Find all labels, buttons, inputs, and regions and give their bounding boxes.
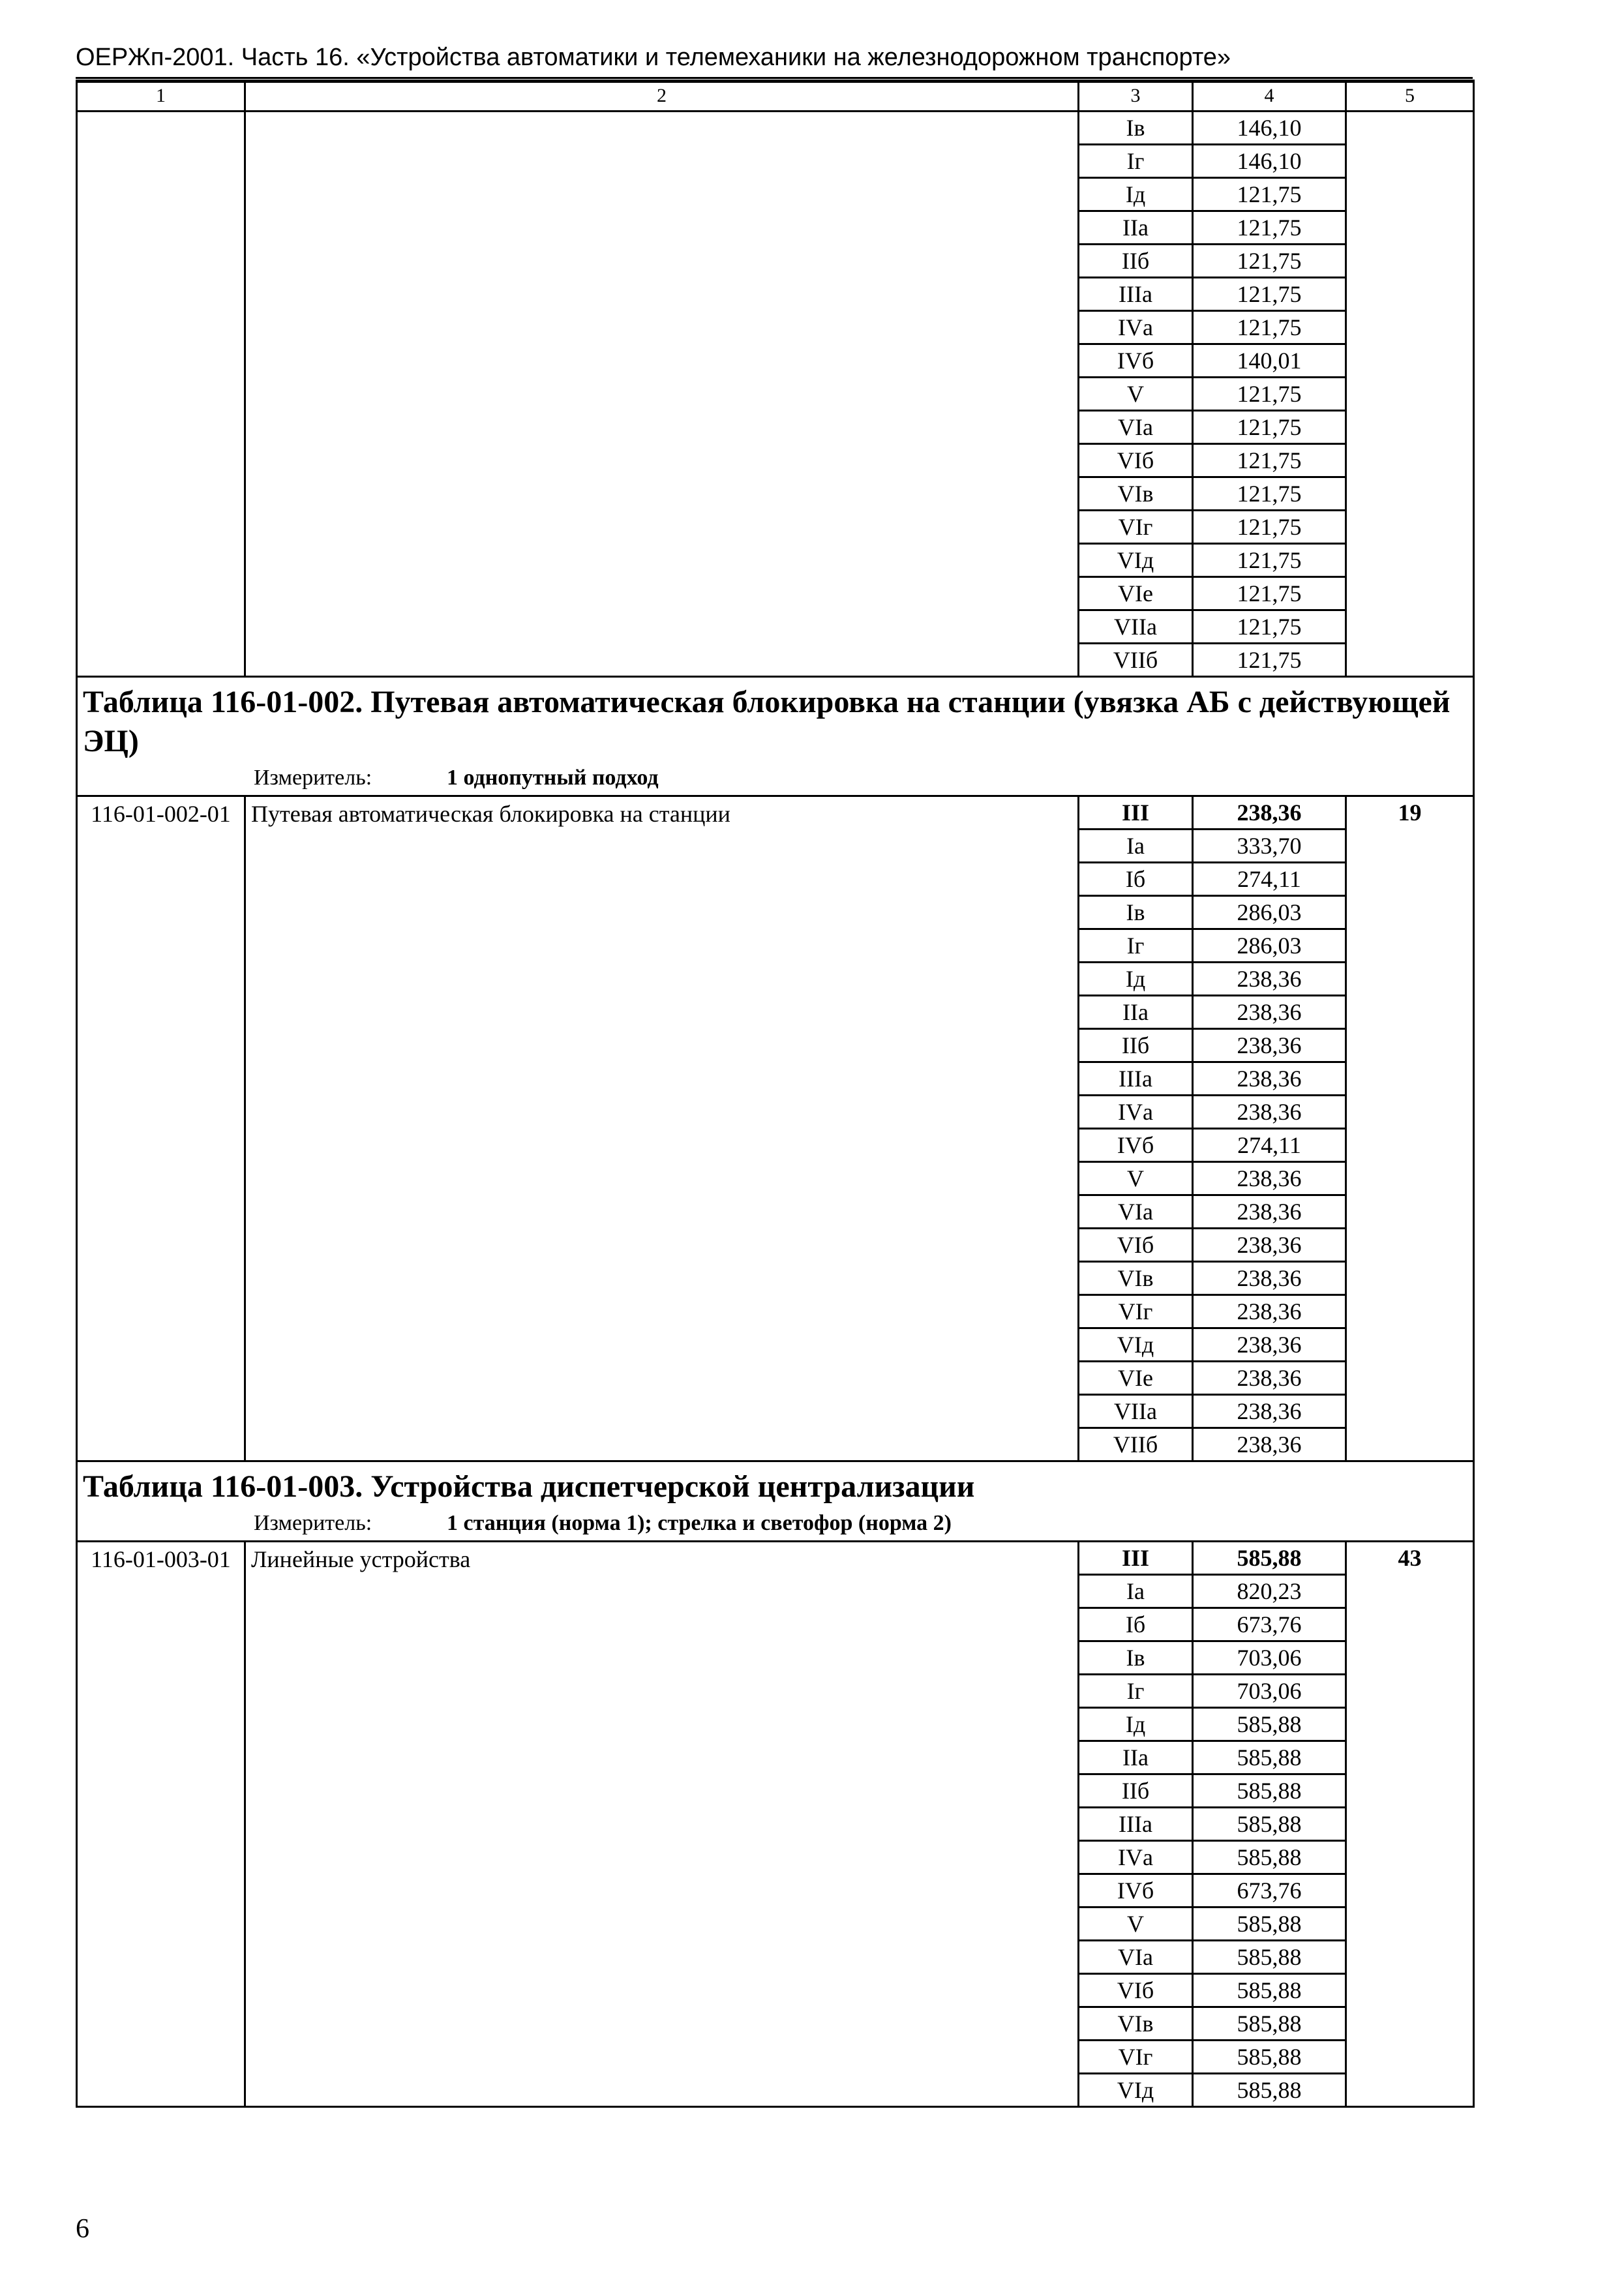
rate-value: 121,75 [1193, 610, 1346, 644]
price-zone: VIд [1079, 1328, 1193, 1362]
rate-value: 238,36 [1193, 1029, 1346, 1062]
rate-value: 146,10 [1193, 112, 1346, 145]
measure-value: 1 станция (норма 1); стрелка и светофор (норма 2) [447, 1511, 952, 1535]
rate-value: 121,75 [1193, 178, 1346, 211]
measure-label: Измеритель: [254, 1511, 372, 1535]
rate-value: 121,75 [1193, 577, 1346, 610]
rate-value: 585,88 [1193, 1941, 1346, 1974]
price-zone: VIа [1079, 1941, 1193, 1974]
rate-value: 121,75 [1193, 211, 1346, 245]
rate-value: 585,88 [1193, 1741, 1346, 1774]
column-number-row [77, 81, 1474, 112]
price-zone: III [1079, 796, 1193, 830]
section-header-row [77, 677, 1474, 796]
price-zone: IVб [1079, 1874, 1193, 1908]
rate-value: 238,36 [1193, 1096, 1346, 1129]
rate-description: Путевая автоматическая блокировка на станции [245, 796, 1079, 1461]
price-zone: VIа [1079, 411, 1193, 444]
rate-value: 238,36 [1193, 1195, 1346, 1229]
price-zone: Iб [1079, 1608, 1193, 1641]
rate-value: 121,75 [1193, 411, 1346, 444]
rate-value: 585,88 [1193, 1774, 1346, 1808]
price-zone: VIе [1079, 577, 1193, 610]
page-header [76, 40, 1473, 83]
rate-value: 238,36 [1193, 1062, 1346, 1096]
section-header [77, 1461, 1474, 1542]
price-zone: V [1079, 378, 1193, 411]
rate-value: 585,88 [1193, 1708, 1346, 1741]
document-title: ОЕРЖп-2001. Часть 16. «Устройства автоматики и телемеханики на железнодорожном транспорте» [76, 44, 1231, 71]
price-zone: VIа [1079, 1195, 1193, 1229]
rate-value: 673,76 [1193, 1608, 1346, 1641]
price-zone: Iв [1079, 896, 1193, 929]
price-zone: Iг [1079, 1675, 1193, 1708]
price-zone: IVа [1079, 1096, 1193, 1129]
rate-value: 238,36 [1193, 1362, 1346, 1395]
rate-value: 121,75 [1193, 311, 1346, 344]
price-zone: IVа [1079, 1841, 1193, 1874]
price-zone: IIб [1079, 1774, 1193, 1808]
price-zone: V [1079, 1162, 1193, 1195]
rate-value: 585,88 [1193, 1808, 1346, 1841]
price-zone: VIв [1079, 2007, 1193, 2041]
price-zone: VIIа [1079, 1395, 1193, 1428]
price-zone: VIб [1079, 1229, 1193, 1262]
price-zone: Iг [1079, 929, 1193, 963]
rate-description [245, 112, 1079, 677]
rate-code: 116-01-002-01 [77, 796, 245, 1461]
price-zone: IIIа [1079, 1808, 1193, 1841]
rate-value: 238,36 [1193, 796, 1346, 830]
rate-value: 238,36 [1193, 1162, 1346, 1195]
price-zone: Iв [1079, 1641, 1193, 1675]
price-zone: VIIб [1079, 1428, 1193, 1461]
rate-value: 121,75 [1193, 278, 1346, 311]
price-zone: Iд [1079, 1708, 1193, 1741]
table-row [77, 112, 1474, 145]
column-number: 1 [77, 81, 245, 112]
rate-description: Линейные устройства [245, 1542, 1079, 2107]
rate-value: 703,06 [1193, 1641, 1346, 1675]
table-row [77, 1542, 1474, 1575]
rate-value: 238,36 [1193, 1328, 1346, 1362]
rate-value: 238,36 [1193, 1295, 1346, 1328]
price-zone: IIIа [1079, 1062, 1193, 1096]
price-zone: Iа [1079, 1575, 1193, 1608]
rate-value: 238,36 [1193, 1262, 1346, 1295]
price-zone: VIб [1079, 444, 1193, 477]
price-zone: VIб [1079, 1974, 1193, 2007]
section-header-row [77, 1461, 1474, 1542]
price-zone: VIIа [1079, 610, 1193, 644]
rate-value: 121,75 [1193, 477, 1346, 511]
price-zone: Iб [1079, 863, 1193, 896]
table-row [77, 796, 1474, 830]
price-zone: VIе [1079, 1362, 1193, 1395]
rate-value: 585,88 [1193, 2041, 1346, 2074]
rate-value: 121,75 [1193, 511, 1346, 544]
rate-value: 673,76 [1193, 1874, 1346, 1908]
price-zone: IVа [1079, 311, 1193, 344]
rate-value: 703,06 [1193, 1675, 1346, 1708]
rate-value: 238,36 [1193, 1395, 1346, 1428]
price-zone: VIIб [1079, 644, 1193, 677]
column-number: 4 [1193, 81, 1346, 112]
measure-value: 1 однопутный подход [447, 766, 659, 790]
section-title: Таблица 116-01-003. Устройства диспетчерской централизации [83, 1469, 975, 1504]
section-measure [78, 1506, 1473, 1540]
price-zone: IIа [1079, 211, 1193, 245]
rates-table-body [77, 81, 1474, 2107]
section-title: Таблица 116-01-002. Путевая автоматическая блокировка на станции (увязка АБ с действующей ЭЦ) [83, 685, 1451, 758]
rate-value: 121,75 [1193, 644, 1346, 677]
price-zone: III [1079, 1542, 1193, 1575]
rate-value: 585,88 [1193, 1974, 1346, 2007]
header-rule [76, 77, 1473, 79]
price-zone: IIа [1079, 996, 1193, 1029]
rate-value: 286,03 [1193, 896, 1346, 929]
price-zone: IIб [1079, 245, 1193, 278]
rate-code [77, 112, 245, 677]
price-zone: IIIа [1079, 278, 1193, 311]
rate-value: 238,36 [1193, 1428, 1346, 1461]
price-zone: Iг [1079, 145, 1193, 178]
price-zone: Iа [1079, 830, 1193, 863]
price-zone: VIд [1079, 2074, 1193, 2107]
price-zone: VIв [1079, 1262, 1193, 1295]
rate-code: 116-01-003-01 [77, 1542, 245, 2107]
rate-value: 238,36 [1193, 1229, 1346, 1262]
price-zone: IVб [1079, 1129, 1193, 1162]
price-zone: VIв [1079, 477, 1193, 511]
price-zone: IIа [1079, 1741, 1193, 1774]
rate-value: 286,03 [1193, 929, 1346, 963]
section-header [77, 677, 1474, 796]
measure-label: Измеритель: [254, 766, 372, 790]
rate-value: 121,75 [1193, 444, 1346, 477]
page-number: 6 [76, 2214, 89, 2244]
price-zone: V [1079, 1908, 1193, 1941]
price-zone: IIб [1079, 1029, 1193, 1062]
rate-value: 140,01 [1193, 344, 1346, 378]
rate-value: 585,88 [1193, 1841, 1346, 1874]
price-zone: VIг [1079, 2041, 1193, 2074]
price-zone: IVб [1079, 344, 1193, 378]
column-number: 2 [245, 81, 1079, 112]
price-zone: VIд [1079, 544, 1193, 577]
column-number: 5 [1346, 81, 1474, 112]
price-zone: Iв [1079, 112, 1193, 145]
rate-value: 585,88 [1193, 2007, 1346, 2041]
labor-cost: 43 [1346, 1542, 1474, 2107]
rate-value: 820,23 [1193, 1575, 1346, 1608]
price-zone: Iд [1079, 178, 1193, 211]
rate-value: 121,75 [1193, 245, 1346, 278]
price-zone: VIг [1079, 1295, 1193, 1328]
labor-cost: 19 [1346, 796, 1474, 1461]
rate-value: 146,10 [1193, 145, 1346, 178]
rate-value: 121,75 [1193, 544, 1346, 577]
rate-value: 585,88 [1193, 1908, 1346, 1941]
price-zone: VIг [1079, 511, 1193, 544]
rate-value: 333,70 [1193, 830, 1346, 863]
labor-cost [1346, 112, 1474, 677]
rate-value: 585,88 [1193, 2074, 1346, 2107]
section-measure [78, 761, 1473, 795]
price-zone: Iд [1079, 963, 1193, 996]
column-number: 3 [1079, 81, 1193, 112]
rates-table [76, 80, 1475, 2108]
rate-value: 238,36 [1193, 963, 1346, 996]
rate-value: 121,75 [1193, 378, 1346, 411]
rate-value: 274,11 [1193, 1129, 1346, 1162]
rate-value: 238,36 [1193, 996, 1346, 1029]
rate-value: 585,88 [1193, 1542, 1346, 1575]
rate-value: 274,11 [1193, 863, 1346, 896]
